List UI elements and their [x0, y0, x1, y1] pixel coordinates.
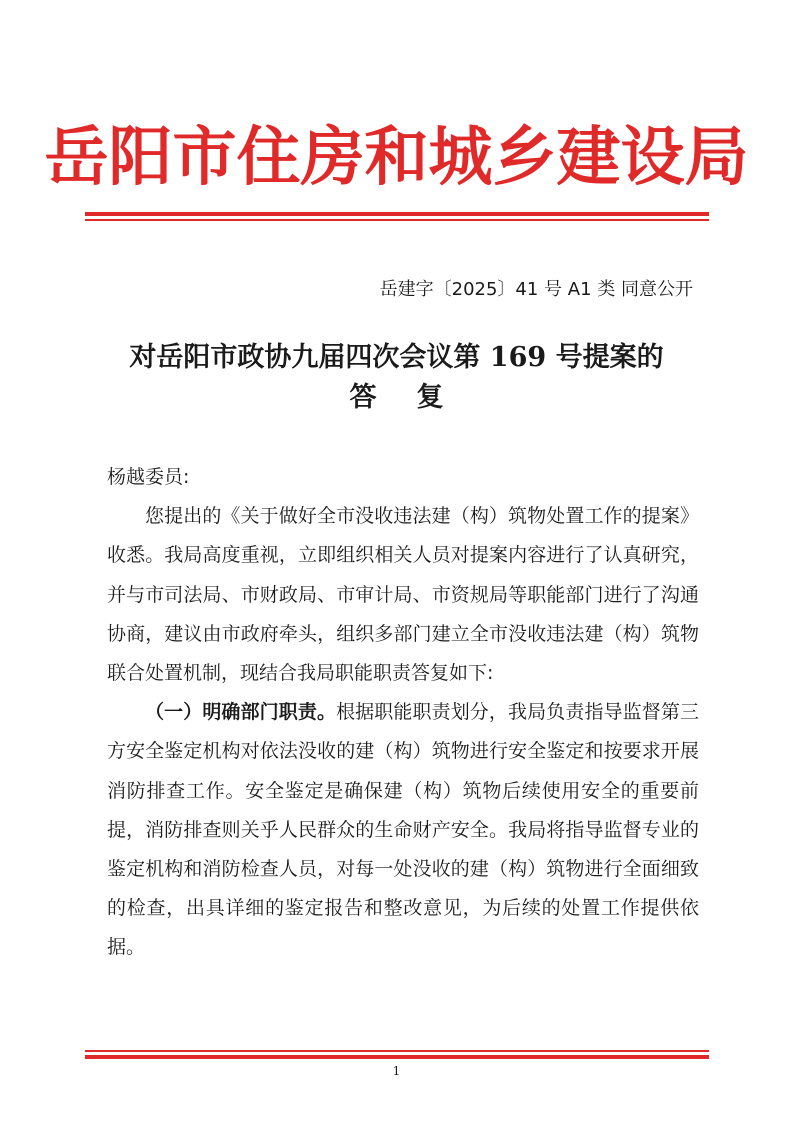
letterhead-rule-thin — [85, 219, 709, 221]
document-body — [107, 458, 699, 968]
title-line-1: 对岳阳市政协九届四次会议第 169 号提案的 — [129, 342, 664, 373]
section-heading: （一）明确部门职责。 — [145, 701, 337, 724]
paragraph-section-1 — [107, 693, 699, 967]
page-number: 1 — [392, 1064, 401, 1078]
agency-letterhead: 岳阳市住房和城乡建设局 — [44, 121, 749, 195]
salutation: 杨越委员: — [107, 466, 190, 488]
document-number: 岳建字〔2025〕41 号 A1 类 同意公开 — [379, 279, 693, 300]
letterhead-rule-thick — [85, 212, 709, 216]
document-title — [0, 338, 793, 418]
footer-rule-thick — [85, 1055, 709, 1059]
section-body: 根据职能职责划分，我局负责指导监督第三方安全鉴定机构对依法没收的建（构）筑物进行安全鉴定和按要求开展消防排查工作。安全鉴定是确保建（构）筑物后续使用安全的重要前提，消防排查则关乎人民群众的生命财产安全。我局将指导监督专业的鉴定机构和消防检查人员，对每一处没收的建（构）筑物进行全面细致的检查，出具详细的鉴定报告和整改意见，为后续的处置工作提供依据。 — [107, 701, 699, 959]
title-line-2: 答复 — [349, 382, 484, 413]
paragraph-intro: 您提出的《关于做好全市没收违法建（构）筑物处置工作的提案》收悉。我局高度重视，立即组织相关人员对提案内容进行了认真研究，并与市司法局、市财政局、市审计局、市资规局等职能部门进行了沟通协商，建议由市政府牵头，组织多部门建立全市没收违法建（构）筑物联合处置机制，现结合我局职能职责答复如下: — [107, 505, 699, 685]
footer-rule-thin — [85, 1050, 709, 1052]
